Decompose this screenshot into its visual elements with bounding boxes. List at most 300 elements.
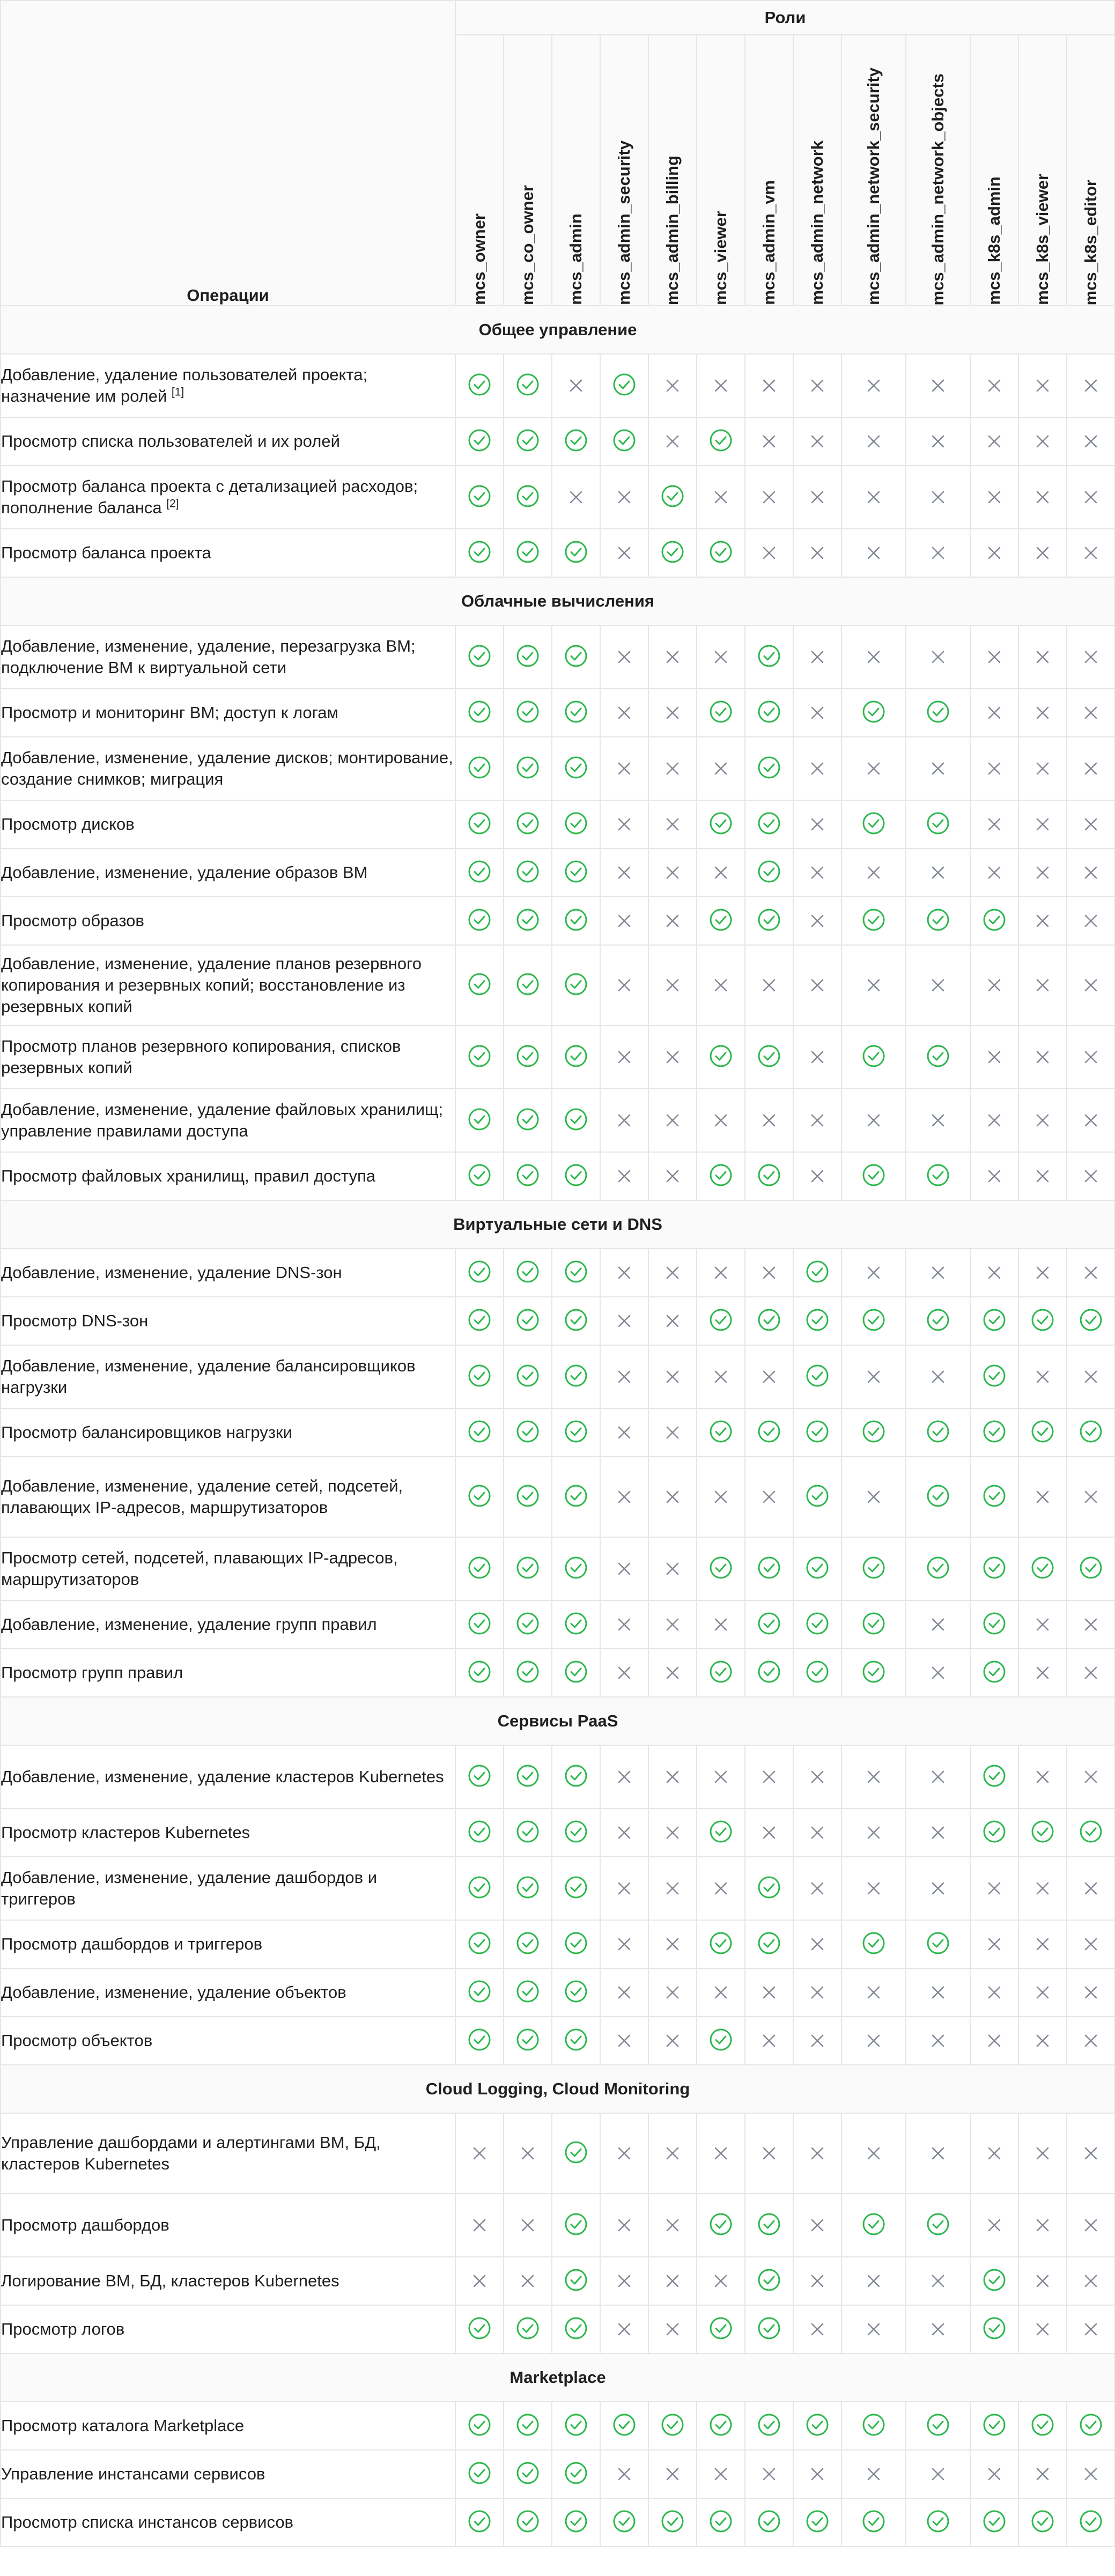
permission-cell-mcs-k8s-editor (1067, 2305, 1115, 2353)
permission-cell-mcs-owner (455, 1537, 504, 1600)
permission-cell-mcs-admin-billing (648, 417, 697, 466)
permission-cell-mcs-admin-security (600, 2402, 648, 2450)
cross-icon (612, 1309, 637, 1333)
permission-cell-mcs-k8s-admin (970, 800, 1018, 848)
operation-label: Просмотр файловых хранилищ, правил доступа (1, 1167, 375, 1185)
check-circle-icon (982, 1819, 1007, 1844)
section-title: Сервисы PaaS (1, 1697, 1115, 1745)
permission-cell-mcs-admin-network-security (841, 466, 906, 529)
permission-cell-mcs-admin-network-objects (906, 466, 970, 529)
permission-cell-mcs-admin-security (600, 466, 648, 529)
operation-cell (1, 1025, 455, 1089)
permission-cell-mcs-k8s-editor (1067, 1345, 1115, 1408)
check-circle-icon (708, 1555, 733, 1580)
permission-cell-mcs-admin-vm (745, 737, 793, 800)
permission-cell-mcs-admin-network (793, 1809, 841, 1857)
check-circle-icon (515, 811, 540, 836)
permission-cell-mcs-k8s-admin (970, 1025, 1018, 1089)
check-circle-icon (515, 2316, 540, 2341)
table-row (1, 897, 1115, 945)
permission-cell-mcs-admin-vm (745, 466, 793, 529)
permission-cell-mcs-admin-network (793, 1968, 841, 2017)
check-circle-icon (467, 428, 492, 453)
cross-icon (660, 373, 685, 398)
cross-icon (612, 1820, 637, 1845)
permission-cell-mcs-admin-billing (648, 2498, 697, 2547)
cross-icon (982, 1164, 1007, 1189)
permission-cell-mcs-owner (455, 2498, 504, 2547)
cross-icon (660, 1260, 685, 1285)
permission-cell-mcs-admin-vm (745, 945, 793, 1025)
permission-cell-mcs-k8s-admin (970, 2017, 1018, 2065)
operation-label: Просмотр балансировщиков нагрузки (1, 1423, 292, 1442)
check-circle-icon (515, 1875, 540, 1900)
operation-cell (1, 1920, 455, 1968)
permission-cell-mcs-admin-billing (648, 1857, 697, 1920)
permission-cell-mcs-admin-network-objects (906, 2113, 970, 2194)
permission-cell-mcs-k8s-editor (1067, 2113, 1115, 2194)
permission-cell-mcs-admin-network-security (841, 1152, 906, 1200)
permission-cell-mcs-owner (455, 2113, 504, 2194)
cross-icon (757, 973, 781, 998)
permission-cell-mcs-owner (455, 1745, 504, 1809)
operation-cell (1, 1297, 455, 1345)
permission-cell-mcs-admin-security (600, 1025, 648, 1089)
cross-icon (1030, 1876, 1055, 1901)
permission-cell-mcs-co-owner (504, 1089, 552, 1152)
permission-cell-mcs-admin-billing (648, 1408, 697, 1457)
permission-cell-mcs-admin-network-objects (906, 737, 970, 800)
permission-cell-mcs-k8s-admin (970, 2498, 1018, 2547)
cross-icon (861, 2269, 886, 2293)
cross-icon (612, 645, 637, 669)
permission-cell-mcs-admin-network-security (841, 897, 906, 945)
role-header-mcs-admin-security (600, 35, 648, 306)
check-circle-icon (564, 1819, 588, 1844)
permission-cell-mcs-k8s-editor (1067, 897, 1115, 945)
permission-cell-mcs-viewer (697, 1249, 745, 1297)
footnote-ref[interactable]: [1] (171, 386, 184, 398)
check-circle-icon (1079, 1419, 1103, 1444)
check-circle-icon (467, 1611, 492, 1636)
check-circle-icon (926, 1931, 950, 1955)
permission-cell-mcs-admin-network-security (841, 1809, 906, 1857)
permission-cell-mcs-admin-network-objects (906, 1408, 970, 1457)
operation-label: Добавление, удаление пользователей проекта; назначение им ролей (1, 365, 368, 405)
check-circle-icon (861, 2412, 886, 2437)
permission-cell-mcs-admin (552, 1537, 600, 1600)
permission-cell-mcs-admin-vm (745, 417, 793, 466)
check-circle-icon (660, 540, 685, 564)
permission-cell-mcs-co-owner (504, 2450, 552, 2498)
cross-icon (1030, 485, 1055, 510)
permission-cell-mcs-admin (552, 2113, 600, 2194)
check-circle-icon (564, 1555, 588, 1580)
permission-cell-mcs-k8s-admin (970, 354, 1018, 417)
check-circle-icon (757, 859, 781, 884)
cross-icon (926, 1660, 950, 1685)
operation-label: Добавление, изменение, удаление DNS-зон (1, 1263, 342, 1282)
permission-cell-mcs-k8s-admin (970, 689, 1018, 737)
permission-cell-mcs-admin-network-objects (906, 848, 970, 897)
check-circle-icon (660, 484, 685, 508)
section-row (1, 306, 1115, 354)
permission-cell-mcs-admin-network-objects (906, 1457, 970, 1537)
cross-icon (757, 2141, 781, 2166)
role-header-mcs-viewer (697, 35, 745, 306)
check-circle-icon (467, 1308, 492, 1332)
cross-icon (612, 2269, 637, 2293)
permission-cell-mcs-admin (552, 1920, 600, 1968)
cross-icon (982, 1260, 1007, 1285)
permission-cell-mcs-owner (455, 1408, 504, 1457)
operation-label: Добавление, изменение, удаление, перезагрузка ВМ; подключение ВМ к виртуальной сети (1, 637, 416, 677)
check-circle-icon (861, 1308, 886, 1332)
cross-icon (1030, 1045, 1055, 1069)
permission-cell-mcs-co-owner (504, 1025, 552, 1089)
role-label: mcs_admin_vm (759, 180, 778, 305)
permission-cell-mcs-k8s-admin (970, 1537, 1018, 1600)
check-circle-icon (1030, 2509, 1055, 2534)
permission-cell-mcs-admin-network (793, 1457, 841, 1537)
cross-icon (612, 1876, 637, 1901)
cross-icon (861, 541, 886, 565)
permission-cell-mcs-viewer (697, 897, 745, 945)
cross-icon (1030, 1660, 1055, 1685)
permission-cell-mcs-admin-network (793, 1297, 841, 1345)
cross-icon (612, 1932, 637, 1957)
permission-cell-mcs-admin-vm (745, 2402, 793, 2450)
permission-cell-mcs-admin-network-objects (906, 800, 970, 848)
cross-icon (982, 700, 1007, 725)
check-circle-icon (708, 811, 733, 836)
permission-cell-mcs-admin-billing (648, 1249, 697, 1297)
cross-icon (1030, 1932, 1055, 1957)
permission-cell-mcs-admin-network-security (841, 1345, 906, 1408)
permission-cell-mcs-viewer (697, 1600, 745, 1649)
permission-cell-mcs-co-owner (504, 625, 552, 689)
cross-icon (861, 429, 886, 454)
cross-icon (757, 1260, 781, 1285)
operation-cell (1, 1600, 455, 1649)
permission-cell-mcs-viewer (697, 848, 745, 897)
cross-icon (612, 2028, 637, 2053)
permission-cell-mcs-co-owner (504, 1600, 552, 1649)
permission-cell-mcs-viewer (697, 2305, 745, 2353)
role-header-mcs-admin-billing (648, 35, 697, 306)
cross-icon (926, 2269, 950, 2293)
check-circle-icon (467, 372, 492, 397)
permission-cell-mcs-k8s-editor (1067, 1649, 1115, 1697)
permission-cell-mcs-admin-network (793, 2498, 841, 2547)
cross-icon (612, 1108, 637, 1133)
table-row (1, 2257, 1115, 2305)
permission-cell-mcs-admin-network-security (841, 1745, 906, 1809)
cross-icon (612, 1164, 637, 1189)
cross-icon (926, 485, 950, 510)
permission-cell-mcs-viewer (697, 1857, 745, 1920)
permission-cell-mcs-admin-security (600, 1345, 648, 1408)
permission-cell-mcs-viewer (697, 737, 745, 800)
check-circle-icon (757, 2509, 781, 2534)
permission-cell-mcs-k8s-viewer (1018, 2194, 1067, 2257)
permission-cell-mcs-k8s-admin (970, 2450, 1018, 2498)
permission-cell-mcs-k8s-viewer (1018, 800, 1067, 848)
check-circle-icon (861, 2509, 886, 2534)
role-header-mcs-owner (455, 35, 504, 306)
permission-cell-mcs-k8s-editor (1067, 1857, 1115, 1920)
permission-cell-mcs-k8s-admin (970, 1857, 1018, 1920)
permission-cell-mcs-admin-network-security (841, 689, 906, 737)
table-row (1, 529, 1115, 577)
cross-icon (1079, 756, 1103, 781)
permission-cell-mcs-admin-vm (745, 1600, 793, 1649)
permission-cell-mcs-admin-security (600, 1249, 648, 1297)
permission-cell-mcs-k8s-editor (1067, 1537, 1115, 1600)
cross-icon (926, 1876, 950, 1901)
cross-icon (982, 2141, 1007, 2166)
role-label: mcs_admin_network (808, 141, 826, 305)
permission-cell-mcs-viewer (697, 417, 745, 466)
permission-cell-mcs-admin-security (600, 1649, 648, 1697)
permission-cell-mcs-admin (552, 945, 600, 1025)
permission-cell-mcs-admin (552, 1025, 600, 1089)
check-circle-icon (926, 811, 950, 836)
cross-icon (708, 1108, 733, 1133)
permission-cell-mcs-admin-network-objects (906, 2194, 970, 2257)
check-circle-icon (515, 1611, 540, 1636)
check-circle-icon (982, 1419, 1007, 1444)
check-circle-icon (757, 1931, 781, 1955)
permission-cell-mcs-admin-network-security (841, 737, 906, 800)
cross-icon (660, 1108, 685, 1133)
check-circle-icon (757, 644, 781, 668)
table-row (1, 2017, 1115, 2065)
check-circle-icon (564, 540, 588, 564)
check-circle-icon (515, 755, 540, 780)
cross-icon (660, 429, 685, 454)
permission-cell-mcs-admin-network-security (841, 945, 906, 1025)
permission-cell-mcs-admin-security (600, 2113, 648, 2194)
operation-label: Добавление, изменение, удаление дашбордов и триггеров (1, 1868, 378, 1908)
permission-cell-mcs-admin-security (600, 1537, 648, 1600)
permission-cell-mcs-admin-vm (745, 1089, 793, 1152)
check-circle-icon (861, 699, 886, 724)
cross-icon (1030, 1364, 1055, 1389)
permission-cell-mcs-co-owner (504, 1249, 552, 1297)
permission-cell-mcs-admin (552, 417, 600, 466)
cross-icon (926, 1260, 950, 1285)
cross-icon (805, 812, 830, 837)
table-row (1, 1025, 1115, 1089)
cross-icon (708, 2141, 733, 2166)
check-circle-icon (564, 2461, 588, 2485)
check-circle-icon (515, 2412, 540, 2437)
permission-cell-mcs-admin-network (793, 1025, 841, 1089)
operation-cell (1, 1089, 455, 1152)
permission-cell-mcs-k8s-editor (1067, 1809, 1115, 1857)
cross-icon (805, 485, 830, 510)
permission-cell-mcs-owner (455, 1297, 504, 1345)
permission-cell-mcs-owner (455, 529, 504, 577)
cross-icon (757, 373, 781, 398)
role-header-mcs-admin-network-objects (906, 35, 970, 306)
operation-label: Просмотр дисков (1, 815, 135, 833)
permission-cell-mcs-viewer (697, 1408, 745, 1457)
permission-cell-mcs-admin-billing (648, 737, 697, 800)
cross-icon (660, 1485, 685, 1509)
cross-icon (708, 1364, 733, 1389)
cross-icon (660, 1164, 685, 1189)
check-circle-icon (861, 1659, 886, 1684)
cross-icon (660, 1765, 685, 1789)
cross-icon (805, 2141, 830, 2166)
check-circle-icon (926, 1555, 950, 1580)
permission-cell-mcs-admin (552, 1089, 600, 1152)
permission-cell-mcs-admin-network (793, 1249, 841, 1297)
check-circle-icon (515, 1555, 540, 1580)
permission-cell-mcs-k8s-editor (1067, 1968, 1115, 2017)
permission-cell-mcs-admin-security (600, 1809, 648, 1857)
check-circle-icon (515, 1163, 540, 1187)
permission-cell-mcs-co-owner (504, 1649, 552, 1697)
permission-cell-mcs-k8s-viewer (1018, 2450, 1067, 2498)
role-label: mcs_owner (470, 213, 489, 305)
permission-cell-mcs-k8s-viewer (1018, 2498, 1067, 2547)
permission-cell-mcs-owner (455, 1025, 504, 1089)
permission-cell-mcs-admin-network-security (841, 2450, 906, 2498)
permission-cell-mcs-admin-security (600, 848, 648, 897)
permission-cell-mcs-viewer (697, 354, 745, 417)
cross-icon (926, 860, 950, 885)
check-circle-icon (467, 484, 492, 508)
permission-cell-mcs-k8s-admin (970, 1089, 1018, 1152)
cross-icon (708, 1765, 733, 1789)
permission-cell-mcs-admin-billing (648, 1649, 697, 1697)
check-circle-icon (467, 1763, 492, 1788)
cross-icon (612, 1765, 637, 1789)
permission-cell-mcs-admin-network-objects (906, 1857, 970, 1920)
operations-column-header: Операции (1, 1, 455, 306)
permission-cell-mcs-admin (552, 1600, 600, 1649)
permission-cell-mcs-admin-security (600, 1745, 648, 1809)
table-row (1, 1408, 1115, 1457)
permission-cell-mcs-co-owner (504, 1968, 552, 2017)
check-circle-icon (708, 907, 733, 932)
footnote-ref[interactable]: [2] (166, 497, 179, 510)
permission-cell-mcs-admin-network-objects (906, 1920, 970, 1968)
operation-label: Просмотр баланса проекта (1, 543, 211, 562)
operation-label: Добавление, изменение, удаление образов ВМ (1, 863, 368, 882)
permission-cell-mcs-k8s-viewer (1018, 1920, 1067, 1968)
permission-cell-mcs-k8s-editor (1067, 354, 1115, 417)
permission-cell-mcs-admin-network-objects (906, 417, 970, 466)
cross-icon (660, 1980, 685, 2005)
permission-cell-mcs-viewer (697, 945, 745, 1025)
role-label: mcs_admin (566, 213, 585, 305)
cross-icon (515, 2213, 540, 2238)
permission-cell-mcs-viewer (697, 1537, 745, 1600)
operation-cell (1, 1537, 455, 1600)
section-row (1, 2065, 1115, 2113)
permission-cell-mcs-k8s-viewer (1018, 2402, 1067, 2450)
cross-icon (660, 812, 685, 837)
check-circle-icon (805, 1659, 830, 1684)
operation-cell (1, 466, 455, 529)
permission-cell-mcs-admin-billing (648, 1920, 697, 1968)
operation-cell (1, 1457, 455, 1537)
operation-label: Добавление, изменение, удаление дисков; монтирование, создание снимков; миграция (1, 748, 453, 788)
check-circle-icon (757, 1419, 781, 1444)
permission-cell-mcs-admin-security (600, 1968, 648, 2017)
cross-icon (660, 2213, 685, 2238)
cross-icon (805, 1108, 830, 1133)
cross-icon (708, 973, 733, 998)
permission-cell-mcs-admin-network-objects (906, 2402, 970, 2450)
operation-cell (1, 529, 455, 577)
permission-cell-mcs-admin-network-security (841, 1408, 906, 1457)
cross-icon (612, 1260, 637, 1285)
check-circle-icon (708, 1659, 733, 1684)
table-row (1, 2450, 1115, 2498)
cross-icon (1079, 429, 1103, 454)
cross-icon (1030, 1765, 1055, 1789)
permission-cell-mcs-k8s-editor (1067, 1249, 1115, 1297)
permission-cell-mcs-k8s-admin (970, 1249, 1018, 1297)
check-circle-icon (1030, 2412, 1055, 2437)
cross-icon (1079, 1932, 1103, 1957)
permission-cell-mcs-k8s-viewer (1018, 417, 1067, 466)
permission-cell-mcs-viewer (697, 625, 745, 689)
permission-cell-mcs-admin-network (793, 1649, 841, 1697)
check-circle-icon (708, 1819, 733, 1844)
cross-icon (805, 373, 830, 398)
cross-icon (861, 756, 886, 781)
permission-cell-mcs-k8s-editor (1067, 945, 1115, 1025)
check-circle-icon (926, 1419, 950, 1444)
cross-icon (926, 2028, 950, 2053)
permission-cell-mcs-admin-network (793, 1920, 841, 1968)
cross-icon (926, 1612, 950, 1637)
permission-cell-mcs-admin-vm (745, 1968, 793, 2017)
cross-icon (708, 1612, 733, 1637)
cross-icon (708, 860, 733, 885)
permission-cell-mcs-k8s-editor (1067, 1152, 1115, 1200)
operation-cell (1, 1968, 455, 2017)
operation-cell (1, 1345, 455, 1408)
permission-cell-mcs-admin-vm (745, 1649, 793, 1697)
permission-cell-mcs-admin-billing (648, 1297, 697, 1345)
permission-cell-mcs-admin-billing (648, 2402, 697, 2450)
permission-cell-mcs-owner (455, 689, 504, 737)
permission-cell-mcs-admin-network (793, 417, 841, 466)
operation-cell (1, 1649, 455, 1697)
check-circle-icon (982, 2268, 1007, 2292)
permission-cell-mcs-admin-billing (648, 1745, 697, 1809)
permission-cell-mcs-admin-network-objects (906, 1152, 970, 1200)
operation-label: Просмотр дашбордов (1, 2216, 169, 2234)
permission-cell-mcs-admin (552, 625, 600, 689)
permission-cell-mcs-k8s-admin (970, 625, 1018, 689)
permission-cell-mcs-admin (552, 1745, 600, 1809)
check-circle-icon (467, 1483, 492, 1508)
permission-cell-mcs-viewer (697, 529, 745, 577)
permission-cell-mcs-admin-security (600, 2305, 648, 2353)
permission-cell-mcs-admin-network-objects (906, 1089, 970, 1152)
check-circle-icon (564, 1259, 588, 1284)
cross-icon (805, 2213, 830, 2238)
role-header-mcs-co-owner (504, 35, 552, 306)
